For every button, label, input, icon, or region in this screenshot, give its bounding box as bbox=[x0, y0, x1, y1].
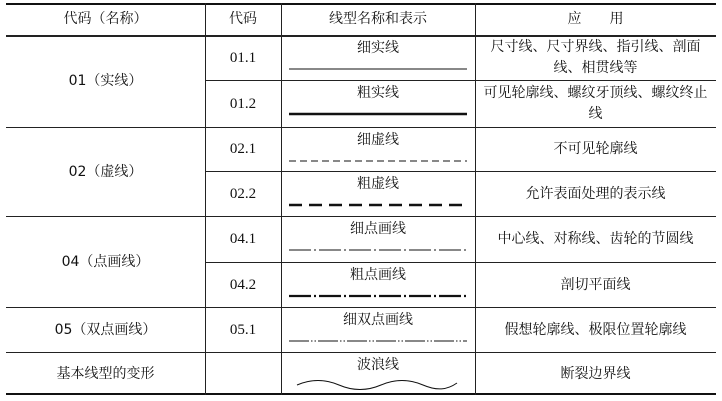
application-text: 尺寸线、尺寸界线、指引线、剖面线、相贯线等 bbox=[490, 39, 701, 76]
line-code: 01.1 bbox=[229, 49, 257, 66]
line-type-cell bbox=[281, 263, 475, 307]
line-type-cell bbox=[281, 128, 475, 171]
line-code: 04.1 bbox=[229, 231, 257, 247]
application-text: 可见轮廓线、螺纹牙顶线、螺纹终止线 bbox=[483, 85, 708, 122]
line-type-name: 细实线 bbox=[357, 40, 399, 56]
line-type-cell bbox=[281, 81, 475, 127]
line-code: 01.2 bbox=[229, 95, 257, 112]
application-text: 允许表面处理的表示线 bbox=[525, 185, 666, 202]
line-code: 02.1 bbox=[229, 141, 257, 157]
thick-dashed-line-sample bbox=[287, 201, 469, 209]
header-line-type: 线型名称和表示 bbox=[329, 10, 427, 27]
wavy-line-sample bbox=[287, 378, 469, 390]
line-type-cell bbox=[281, 217, 475, 262]
header-code-name: 代码（名称） bbox=[63, 10, 148, 27]
line-type-name: 粗点画线 bbox=[350, 267, 406, 283]
header-code: 代码 bbox=[229, 10, 257, 27]
application-text: 剖切平面线 bbox=[560, 276, 631, 293]
line-type-cell bbox=[281, 308, 475, 352]
line-code: 02.2 bbox=[229, 185, 257, 202]
line-type-name: 细点画线 bbox=[350, 221, 406, 237]
line-code: 04.2 bbox=[229, 276, 257, 293]
thin-dash-dot-line-sample bbox=[287, 246, 469, 254]
group-name: 01（实线） bbox=[68, 73, 143, 89]
application-text: 中心线、对称线、齿轮的节圆线 bbox=[497, 231, 694, 247]
line-type-table bbox=[6, 3, 716, 395]
thick-solid-line-sample bbox=[287, 110, 469, 118]
thin-dash-double-dot-line-sample bbox=[287, 337, 469, 345]
application-text: 不可见轮廓线 bbox=[553, 141, 638, 157]
thick-dash-dot-line-sample bbox=[287, 292, 469, 300]
line-type-name: 细双点画线 bbox=[343, 312, 413, 328]
group-name: 05（双点画线） bbox=[54, 321, 157, 338]
line-type-name: 粗虚线 bbox=[357, 176, 399, 192]
line-type-name: 细虚线 bbox=[357, 132, 399, 148]
thin-dashed-line-sample bbox=[287, 157, 469, 165]
application-text: 假想轮廓线、极限位置轮廓线 bbox=[504, 321, 687, 338]
line-type-cell bbox=[281, 36, 475, 80]
header-application: 应 用 bbox=[567, 10, 624, 27]
line-type-name: 波浪线 bbox=[357, 357, 399, 373]
application-text: 断裂边界线 bbox=[560, 365, 631, 382]
line-type-name: 粗实线 bbox=[357, 85, 399, 101]
group-name: 02（虚线） bbox=[68, 163, 143, 180]
line-type-cell bbox=[281, 353, 475, 395]
line-code: 05.1 bbox=[229, 321, 257, 338]
group-name: 04（点画线） bbox=[61, 253, 150, 270]
line-type-cell bbox=[281, 172, 475, 216]
group-name: 基本线型的变形 bbox=[56, 365, 155, 382]
thin-solid-line-sample bbox=[287, 65, 469, 73]
